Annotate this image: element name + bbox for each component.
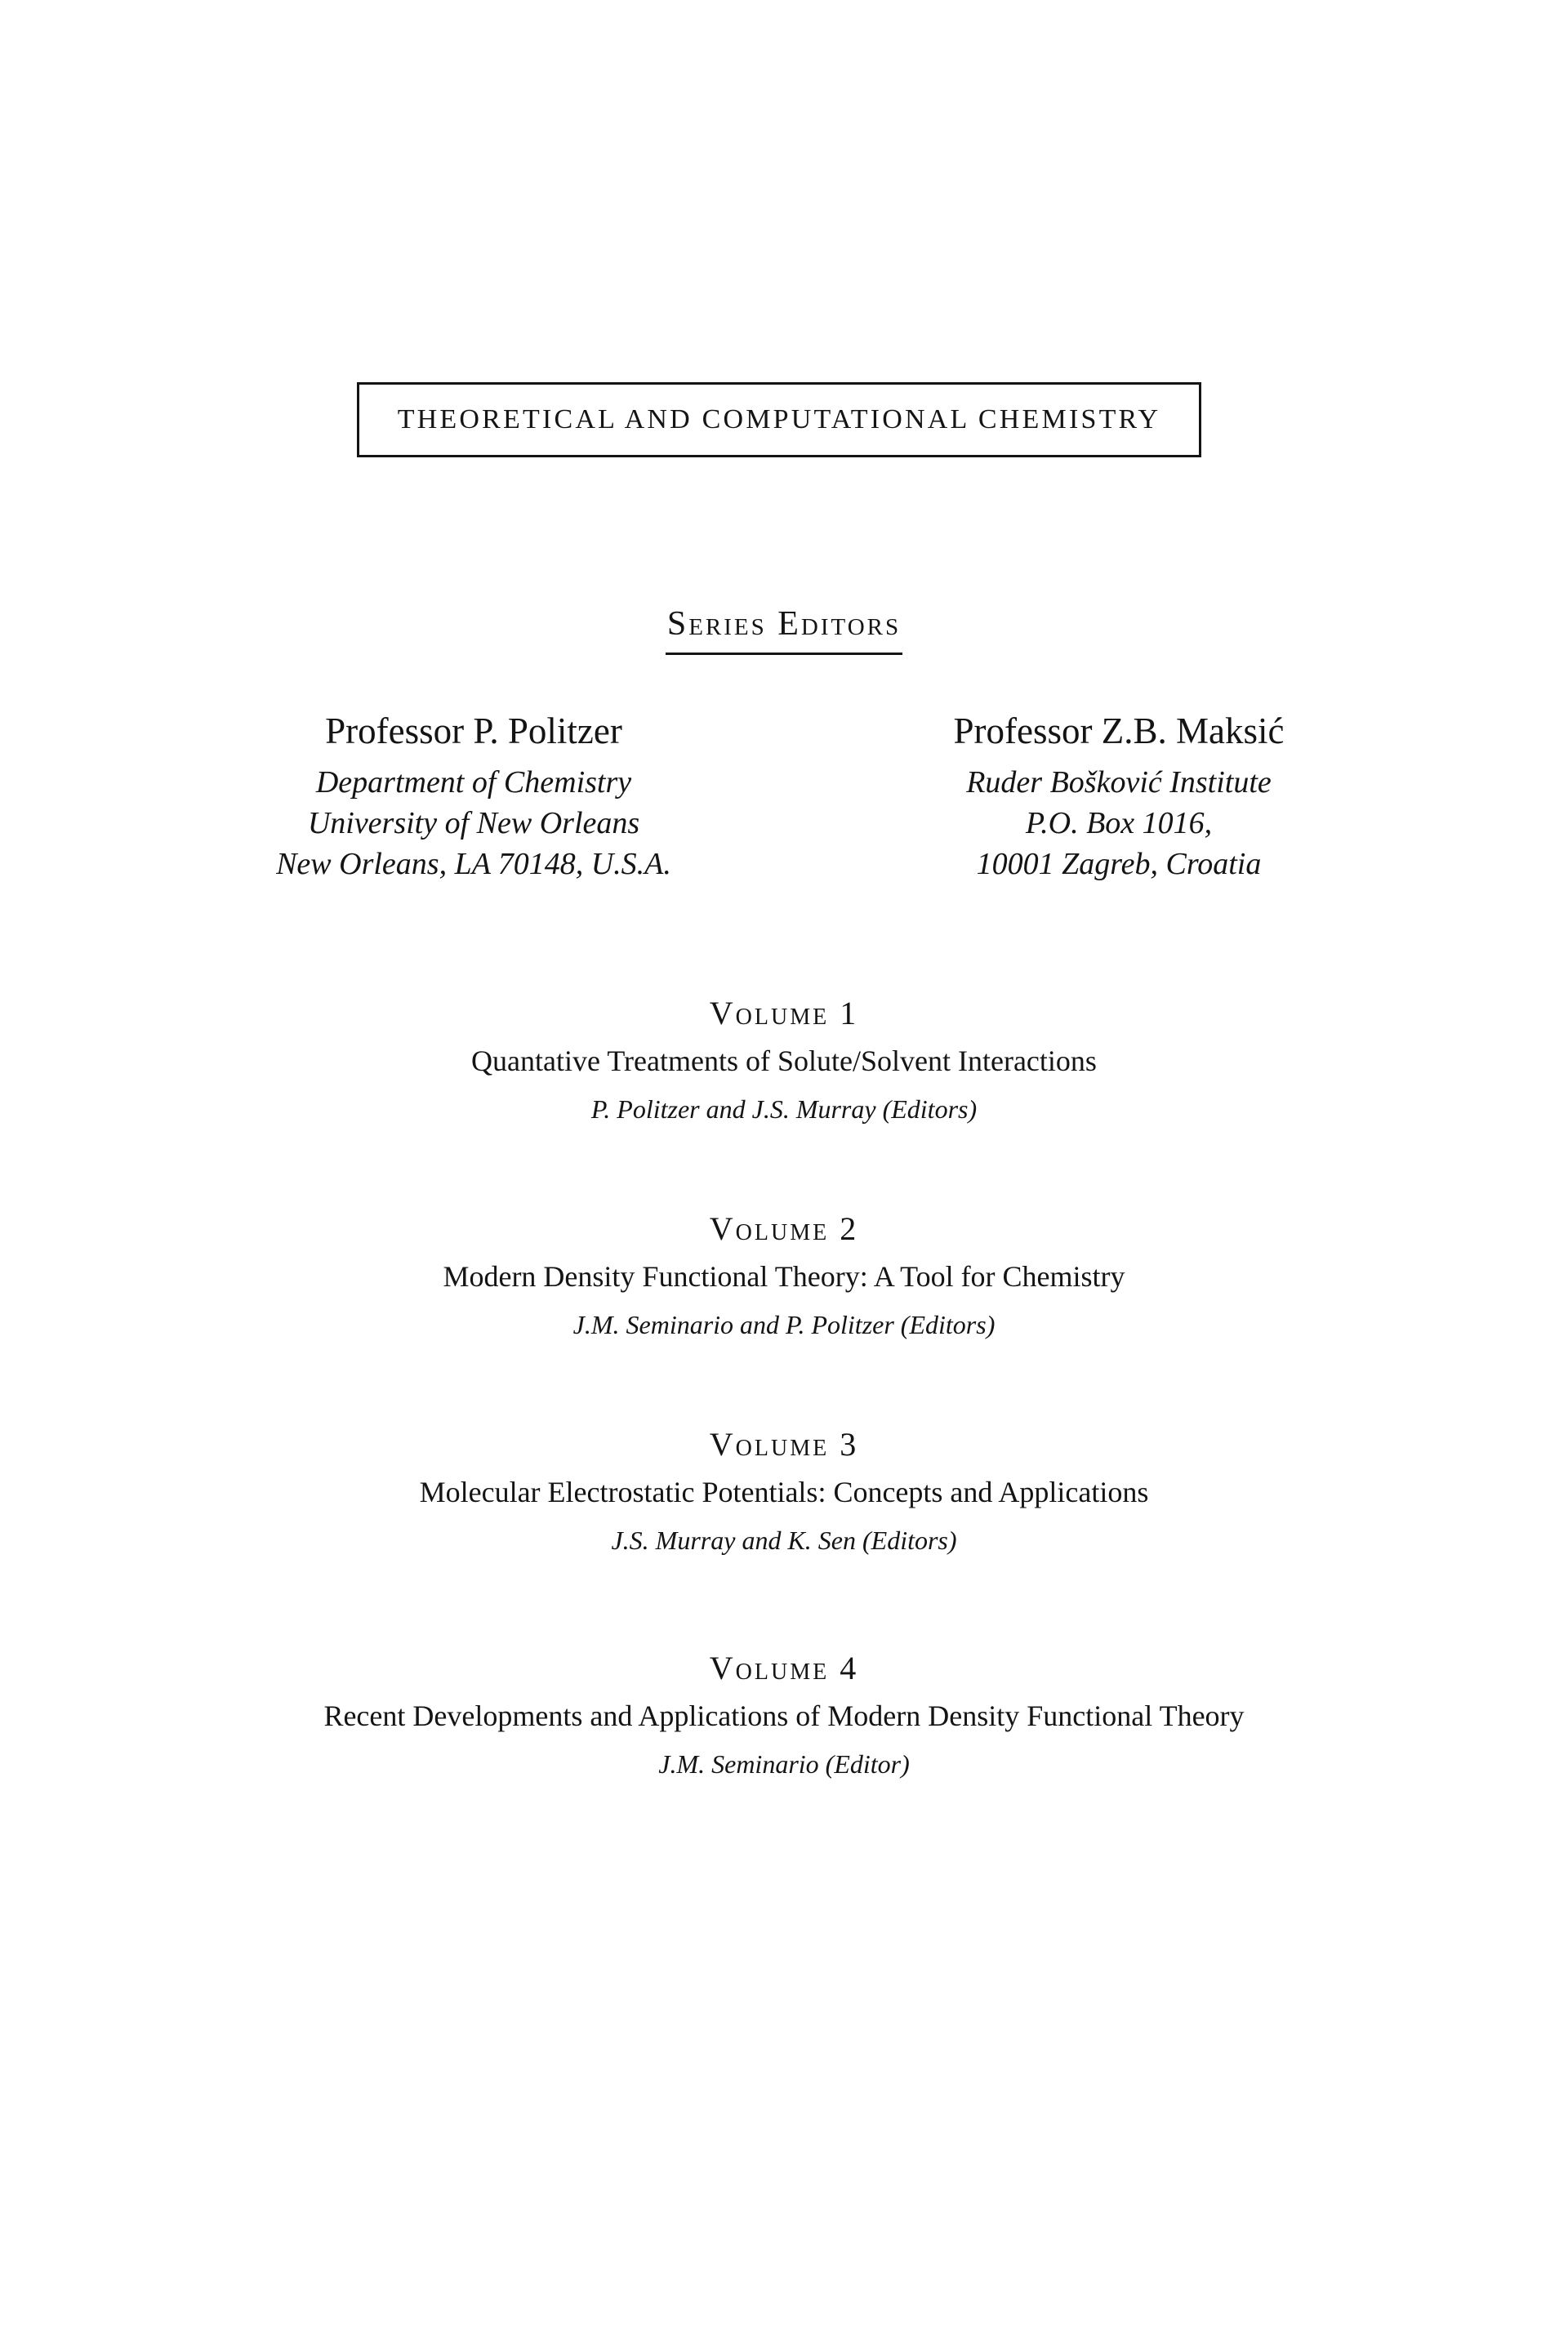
volume-2 (0, 1206, 1568, 1343)
volume-title: Recent Developments and Applications of Modern Density Functional Theory (323, 1699, 1245, 1732)
volume-label: Volume 2 (709, 1210, 859, 1247)
editor-address-line: P.O. Box 1016, (1025, 806, 1213, 840)
volume-label: Volume 4 (709, 1650, 859, 1686)
editor-address-line: Ruder Bošković Institute (966, 765, 1272, 800)
editor-address-line: New Orleans, LA 70148, U.S.A. (276, 847, 671, 881)
series-editors-heading (0, 600, 1568, 655)
volume-editors: J.M. Seminario (Editor) (658, 1749, 910, 1779)
series-title: THEORETICAL AND COMPUTATIONAL CHEMISTRY (397, 404, 1161, 434)
volume-title: Molecular Electrostatic Potentials: Concepts and Applications (419, 1476, 1149, 1508)
editor-address-line: University of New Orleans (307, 806, 640, 840)
volume-editors: J.M. Seminario and P. Politzer (Editors) (572, 1310, 996, 1339)
volume-3 (0, 1422, 1568, 1559)
editor-politzer (237, 706, 710, 884)
editor-name: Professor Z.B. Maksić (953, 710, 1285, 751)
volume-1 (0, 991, 1568, 1128)
volume-title: Modern Density Functional Theory: A Tool for Chemistry (443, 1260, 1125, 1293)
editor-address-line: 10001 Zagreb, Croatia (976, 847, 1262, 881)
volume-label: Volume 3 (709, 1426, 859, 1463)
editor-address-line: Department of Chemistry (315, 765, 632, 800)
volume-title: Quantative Treatments of Solute/Solvent Interactions (471, 1045, 1097, 1077)
series-editors-label: Series Editors (666, 600, 902, 655)
series-title-box (357, 382, 1201, 457)
volume-4 (0, 1646, 1568, 1783)
editor-name: Professor P. Politzer (325, 710, 622, 751)
editor-maksic (882, 706, 1356, 884)
volume-label: Volume 1 (709, 995, 859, 1031)
volume-editors: P. Politzer and J.S. Murray (Editors) (590, 1094, 978, 1124)
volume-editors: J.S. Murray and K. Sen (Editors) (611, 1526, 957, 1555)
